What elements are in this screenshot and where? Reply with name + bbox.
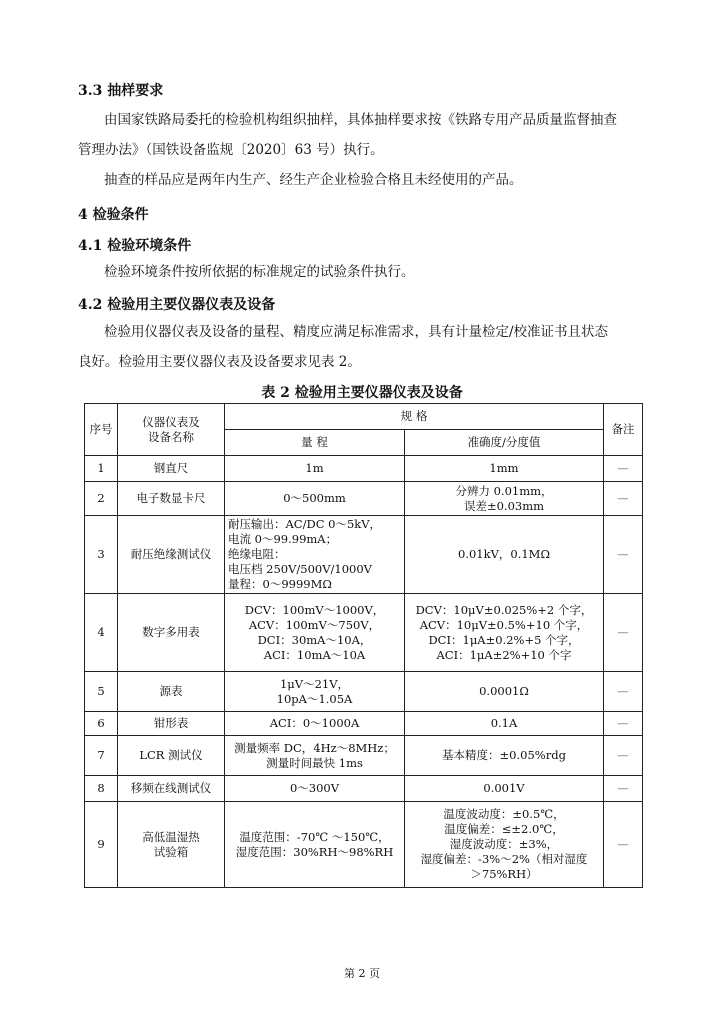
cell-name-line: 电子数显卡尺 <box>136 491 206 505</box>
cell-accuracy-line: 湿度偏差：-3%～2%（相对湿度 <box>420 852 588 866</box>
section-3-3-paragraph-1b: 管理办法》（国铁设备监规〔2020〕63 号）执行。 <box>78 142 384 158</box>
cell-accuracy-line: 0.1A <box>490 716 518 730</box>
cell-no: 4 <box>85 594 118 672</box>
cell-remark: — <box>604 712 643 736</box>
cell-range-line: 温度范围：-70℃ ～150℃， <box>239 829 390 844</box>
cell-range <box>225 456 405 482</box>
cell-remark: — <box>604 456 643 482</box>
header-accuracy: 准确度/分度值 <box>405 430 604 456</box>
cell-name <box>118 456 225 482</box>
cell-no: 7 <box>85 736 118 776</box>
section-4-2-paragraph-b: 良好。检验用主要仪器仪表及设备要求见表 2。 <box>78 354 361 370</box>
cell-range-line: ACV：100mV～750V， <box>248 617 381 632</box>
cell-name-line: 钳形表 <box>153 716 189 730</box>
cell-range-line: 1m <box>305 461 324 475</box>
table-row <box>85 456 643 482</box>
section-3-3-title: 3.3 抽样要求 <box>78 83 164 99</box>
cell-name-line: LCR 测试仪 <box>139 748 203 762</box>
cell-accuracy-line: ACV：10μV±0.5%+10 个字， <box>419 617 589 632</box>
section-4-2-title: 4.2 检验用主要仪器仪表及设备 <box>78 297 276 313</box>
cell-range-line: ACI：10mA～10A <box>263 647 366 662</box>
table-row <box>85 482 643 516</box>
cell-name-line: 耐压绝缘测试仪 <box>130 547 212 561</box>
cell-accuracy <box>405 456 604 482</box>
section-4-title: 4 检验条件 <box>78 207 149 223</box>
cell-range-line: 电压档 250V/500V/1000V <box>228 562 372 576</box>
section-3-3-paragraph-2: 抽查的样品应是两年内生产、经生产企业检验合格且未经使用的产品。 <box>104 172 523 188</box>
cell-accuracy <box>405 776 604 802</box>
table-caption: 表 2 检验用主要仪器仪表及设备 <box>261 385 463 401</box>
cell-name <box>118 802 225 888</box>
cell-accuracy-line: 温度波动度：±0.5℃， <box>443 807 565 821</box>
cell-accuracy-line: 分辨力 0.01mm， <box>455 483 553 498</box>
cell-name <box>118 736 225 776</box>
cell-accuracy-line: 0.001V <box>483 781 525 795</box>
cell-name-line: 移频在线测试仪 <box>130 781 212 795</box>
section-4-1-paragraph: 检验环境条件按所依据的标准规定的试验条件执行。 <box>104 264 415 280</box>
table-row <box>85 594 643 672</box>
cell-accuracy <box>405 594 604 672</box>
cell-no: 9 <box>85 802 118 888</box>
table-row <box>85 516 643 594</box>
cell-accuracy <box>405 516 604 594</box>
cell-accuracy-line: ACI：1μA±2%+10 个字 <box>436 647 572 662</box>
cell-remark: — <box>604 736 643 776</box>
cell-accuracy-line: 0.0001Ω <box>479 684 529 698</box>
cell-no: 6 <box>85 712 118 736</box>
cell-range <box>225 482 405 516</box>
cell-range-line: 电流 0～99.99mA； <box>228 532 338 546</box>
cell-remark: — <box>604 802 643 888</box>
cell-range-line: 10pA～1.05A <box>276 691 353 706</box>
cell-range <box>225 736 405 776</box>
section-4-1-title: 4.1 检验环境条件 <box>78 238 192 254</box>
cell-range-line: 量程：0～9999MΩ <box>228 577 332 591</box>
header-remark: 备注 <box>604 404 643 456</box>
cell-remark: — <box>604 516 643 594</box>
cell-accuracy <box>405 802 604 888</box>
cell-name <box>118 482 225 516</box>
cell-name <box>118 712 225 736</box>
cell-accuracy-line: DCI：1μA±0.2%+5 个字， <box>428 632 580 647</box>
cell-accuracy-line: 湿度波动度：±3%， <box>449 837 559 851</box>
cell-range <box>225 776 405 802</box>
header-name-line-2: 设备名称 <box>148 429 194 444</box>
cell-range-line: 耐压输出：AC/DC 0～5kV， <box>228 517 382 531</box>
cell-accuracy-line: 1mm <box>489 461 519 475</box>
table-row <box>85 736 643 776</box>
cell-no: 8 <box>85 776 118 802</box>
cell-range <box>225 672 405 712</box>
cell-range-line: 湿度范围：30%RH～98%RH <box>235 844 394 859</box>
cell-remark: — <box>604 672 643 712</box>
cell-range-line: 1μV～21V， <box>279 676 350 691</box>
cell-range-line: ACI：0～1000A <box>269 716 360 730</box>
cell-range-line: 0～300V <box>289 781 340 795</box>
cell-range <box>225 594 405 672</box>
cell-range-line: DCV：100mV～1000V， <box>244 602 385 617</box>
cell-range-line: 测量频率 DC，4Hz～8MHz； <box>234 740 395 755</box>
instruments-table <box>84 403 643 888</box>
cell-remark: — <box>604 482 643 516</box>
header-name <box>118 404 225 456</box>
cell-accuracy-line: 误差±0.03mm <box>463 498 545 513</box>
header-no: 序号 <box>85 404 118 456</box>
cell-no: 2 <box>85 482 118 516</box>
cell-name-line: 源表 <box>159 684 183 698</box>
cell-accuracy <box>405 672 604 712</box>
cell-name <box>118 776 225 802</box>
cell-accuracy <box>405 482 604 516</box>
cell-name <box>118 672 225 712</box>
table-row <box>85 802 643 888</box>
cell-remark: — <box>604 776 643 802</box>
cell-range <box>225 516 405 594</box>
cell-name-line: 试验箱 <box>153 844 189 859</box>
cell-name-line: 数字多用表 <box>142 625 200 639</box>
cell-remark: — <box>604 594 643 672</box>
header-range: 量 程 <box>225 430 405 456</box>
cell-range <box>225 712 405 736</box>
cell-accuracy <box>405 736 604 776</box>
cell-accuracy-line: DCV：10μV±0.025%+2 个字， <box>415 602 593 617</box>
cell-range-line: 绝缘电阻： <box>228 547 286 561</box>
header-name-line-1: 仪器仪表及 <box>142 414 200 429</box>
cell-no: 1 <box>85 456 118 482</box>
cell-accuracy-line: 温度偏差：≤±2.0℃， <box>444 822 564 836</box>
table-row <box>85 672 643 712</box>
cell-name-line: 钢直尺 <box>153 461 189 475</box>
cell-no: 3 <box>85 516 118 594</box>
section-3-3-paragraph-1a: 由国家铁路局委托的检验机构组织抽样，具体抽样要求按《铁路专用产品质量监督抽查 <box>104 112 617 128</box>
cell-accuracy-line: 基本精度：±0.05%rdg <box>442 748 566 762</box>
table-row <box>85 712 643 736</box>
cell-range-line: 0～500mm <box>283 491 346 505</box>
table-row <box>85 776 643 802</box>
cell-range <box>225 802 405 888</box>
cell-name-line: 高低温湿热 <box>142 829 200 844</box>
cell-accuracy <box>405 712 604 736</box>
cell-accuracy-line: 0.01kV，0.1MΩ <box>458 547 550 561</box>
cell-range-line: 测量时间最快 1ms <box>266 755 363 770</box>
cell-name <box>118 594 225 672</box>
table-body <box>85 456 643 888</box>
cell-name <box>118 516 225 594</box>
cell-range-line: DCI：30mA～10A， <box>257 632 372 647</box>
section-4-2-paragraph-a: 检验用仪器仪表及设备的量程、精度应满足标准需求，具有计量检定/校准证书且状态 <box>104 324 609 340</box>
cell-no: 5 <box>85 672 118 712</box>
page-number: 第 2 页 <box>344 967 380 980</box>
header-spec: 规 格 <box>225 404 604 430</box>
cell-accuracy-line: ＞75%RH） <box>470 867 538 881</box>
